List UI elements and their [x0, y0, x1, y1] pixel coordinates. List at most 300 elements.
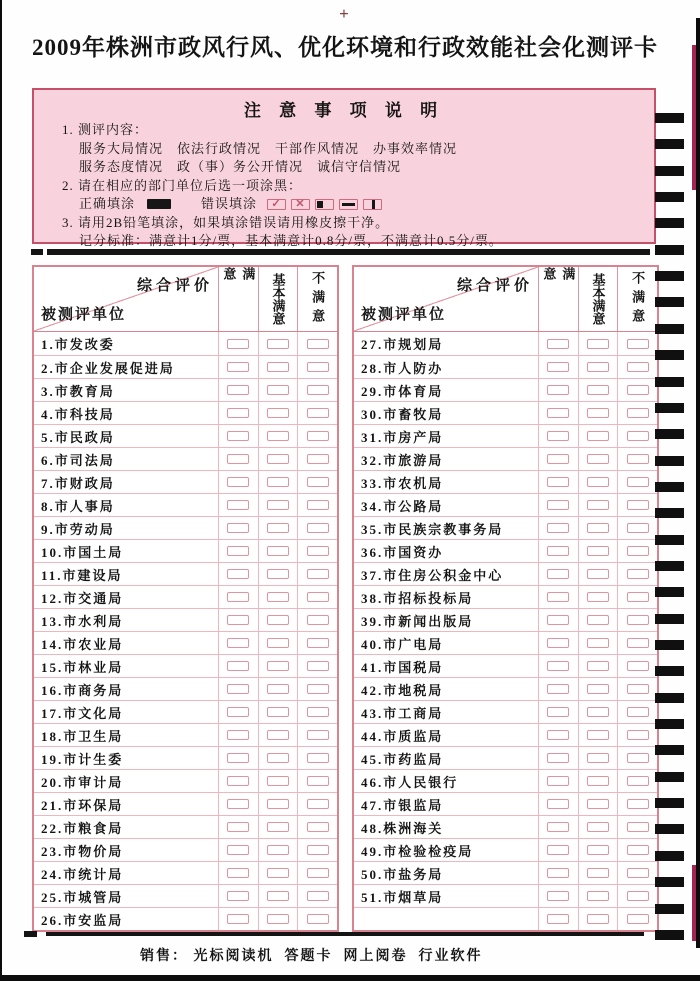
answer-bubble[interactable]	[307, 868, 329, 878]
bubble-cell-satisfied[interactable]	[218, 563, 258, 585]
answer-bubble[interactable]	[227, 776, 249, 786]
answer-bubble[interactable]	[587, 339, 609, 349]
bubble-cell-basically-satisfied[interactable]	[258, 402, 298, 424]
bubble-cell-basically-satisfied[interactable]	[258, 678, 298, 700]
bubble-cell-basically-satisfied[interactable]	[578, 517, 618, 539]
bubble-cell-basically-satisfied[interactable]	[578, 609, 618, 631]
answer-bubble[interactable]	[587, 868, 609, 878]
bubble-cell-basically-satisfied[interactable]	[578, 724, 618, 746]
bubble-cell-not-satisfied[interactable]	[297, 425, 337, 447]
answer-bubble[interactable]	[547, 431, 569, 441]
answer-bubble[interactable]	[267, 845, 289, 855]
bubble-cell-not-satisfied[interactable]	[297, 770, 337, 792]
bubble-cell-basically-satisfied[interactable]	[578, 356, 618, 378]
answer-bubble[interactable]	[267, 776, 289, 786]
bubble-cell-not-satisfied[interactable]	[297, 402, 337, 424]
bubble-cell-not-satisfied[interactable]	[297, 862, 337, 884]
bubble-cell-basically-satisfied[interactable]	[258, 425, 298, 447]
answer-bubble[interactable]	[307, 592, 329, 602]
bubble-cell-not-satisfied[interactable]	[297, 494, 337, 516]
bubble-cell-basically-satisfied[interactable]	[258, 356, 298, 378]
answer-bubble[interactable]	[307, 684, 329, 694]
bubble-cell-not-satisfied[interactable]	[297, 747, 337, 769]
bubble-cell-satisfied[interactable]	[538, 908, 578, 930]
answer-bubble[interactable]	[587, 385, 609, 395]
bubble-cell-basically-satisfied[interactable]	[578, 632, 618, 654]
answer-bubble[interactable]	[227, 891, 249, 901]
bubble-cell-satisfied[interactable]	[538, 356, 578, 378]
answer-bubble[interactable]	[267, 707, 289, 717]
bubble-cell-satisfied[interactable]	[538, 609, 578, 631]
bubble-cell-not-satisfied[interactable]	[617, 793, 657, 815]
answer-bubble[interactable]	[307, 776, 329, 786]
answer-bubble[interactable]	[627, 638, 649, 648]
answer-bubble[interactable]	[587, 684, 609, 694]
answer-bubble[interactable]	[227, 477, 249, 487]
bubble-cell-not-satisfied[interactable]	[617, 356, 657, 378]
answer-bubble[interactable]	[227, 592, 249, 602]
answer-bubble[interactable]	[547, 385, 569, 395]
answer-bubble[interactable]	[267, 546, 289, 556]
bubble-cell-not-satisfied[interactable]	[617, 379, 657, 401]
answer-bubble[interactable]	[547, 638, 569, 648]
answer-bubble[interactable]	[587, 845, 609, 855]
bubble-cell-not-satisfied[interactable]	[297, 332, 337, 355]
bubble-cell-not-satisfied[interactable]	[297, 356, 337, 378]
answer-bubble[interactable]	[627, 661, 649, 671]
answer-bubble[interactable]	[547, 868, 569, 878]
answer-bubble[interactable]	[627, 477, 649, 487]
answer-bubble[interactable]	[587, 500, 609, 510]
bubble-cell-not-satisfied[interactable]	[297, 839, 337, 861]
answer-bubble[interactable]	[627, 431, 649, 441]
answer-bubble[interactable]	[587, 546, 609, 556]
answer-bubble[interactable]	[307, 845, 329, 855]
answer-bubble[interactable]	[267, 914, 289, 924]
answer-bubble[interactable]	[547, 339, 569, 349]
bubble-cell-not-satisfied[interactable]	[617, 839, 657, 861]
bubble-cell-basically-satisfied[interactable]	[578, 402, 618, 424]
answer-bubble[interactable]	[267, 868, 289, 878]
bubble-cell-basically-satisfied[interactable]	[578, 839, 618, 861]
bubble-cell-satisfied[interactable]	[218, 724, 258, 746]
answer-bubble[interactable]	[267, 730, 289, 740]
bubble-cell-satisfied[interactable]	[538, 540, 578, 562]
answer-bubble[interactable]	[587, 707, 609, 717]
answer-bubble[interactable]	[307, 500, 329, 510]
bubble-cell-not-satisfied[interactable]	[297, 655, 337, 677]
bubble-cell-not-satisfied[interactable]	[297, 724, 337, 746]
answer-bubble[interactable]	[587, 822, 609, 832]
answer-bubble[interactable]	[267, 891, 289, 901]
bubble-cell-not-satisfied[interactable]	[617, 816, 657, 838]
answer-bubble[interactable]	[307, 799, 329, 809]
bubble-cell-not-satisfied[interactable]	[297, 632, 337, 654]
bubble-cell-satisfied[interactable]	[218, 356, 258, 378]
answer-bubble[interactable]	[227, 753, 249, 763]
answer-bubble[interactable]	[547, 569, 569, 579]
answer-bubble[interactable]	[627, 546, 649, 556]
bubble-cell-satisfied[interactable]	[218, 517, 258, 539]
answer-bubble[interactable]	[307, 546, 329, 556]
answer-bubble[interactable]	[267, 638, 289, 648]
answer-bubble[interactable]	[227, 500, 249, 510]
bubble-cell-basically-satisfied[interactable]	[258, 908, 298, 930]
answer-bubble[interactable]	[547, 730, 569, 740]
answer-bubble[interactable]	[227, 546, 249, 556]
bubble-cell-not-satisfied[interactable]	[297, 701, 337, 723]
answer-bubble[interactable]	[627, 615, 649, 625]
bubble-cell-basically-satisfied[interactable]	[578, 885, 618, 907]
answer-bubble[interactable]	[627, 592, 649, 602]
answer-bubble[interactable]	[307, 569, 329, 579]
bubble-cell-satisfied[interactable]	[218, 655, 258, 677]
bubble-cell-basically-satisfied[interactable]	[258, 609, 298, 631]
bubble-cell-satisfied[interactable]	[538, 793, 578, 815]
answer-bubble[interactable]	[307, 638, 329, 648]
bubble-cell-basically-satisfied[interactable]	[578, 908, 618, 930]
answer-bubble[interactable]	[627, 339, 649, 349]
bubble-cell-not-satisfied[interactable]	[617, 632, 657, 654]
bubble-cell-basically-satisfied[interactable]	[258, 540, 298, 562]
answer-bubble[interactable]	[307, 454, 329, 464]
answer-bubble[interactable]	[587, 753, 609, 763]
bubble-cell-satisfied[interactable]	[218, 747, 258, 769]
answer-bubble[interactable]	[627, 385, 649, 395]
bubble-cell-satisfied[interactable]	[538, 770, 578, 792]
bubble-cell-basically-satisfied[interactable]	[258, 724, 298, 746]
bubble-cell-basically-satisfied[interactable]	[578, 862, 618, 884]
answer-bubble[interactable]	[267, 569, 289, 579]
answer-bubble[interactable]	[267, 661, 289, 671]
bubble-cell-satisfied[interactable]	[218, 816, 258, 838]
bubble-cell-satisfied[interactable]	[538, 724, 578, 746]
bubble-cell-basically-satisfied[interactable]	[258, 563, 298, 585]
answer-bubble[interactable]	[227, 339, 249, 349]
bubble-cell-basically-satisfied[interactable]	[258, 471, 298, 493]
answer-bubble[interactable]	[307, 477, 329, 487]
bubble-cell-satisfied[interactable]	[538, 448, 578, 470]
answer-bubble[interactable]	[547, 546, 569, 556]
bubble-cell-not-satisfied[interactable]	[297, 885, 337, 907]
bubble-cell-satisfied[interactable]	[218, 402, 258, 424]
bubble-cell-basically-satisfied[interactable]	[578, 379, 618, 401]
bubble-cell-not-satisfied[interactable]	[297, 586, 337, 608]
answer-bubble[interactable]	[587, 408, 609, 418]
answer-bubble[interactable]	[547, 477, 569, 487]
answer-bubble[interactable]	[587, 891, 609, 901]
answer-bubble[interactable]	[627, 684, 649, 694]
bubble-cell-basically-satisfied[interactable]	[578, 563, 618, 585]
answer-bubble[interactable]	[587, 523, 609, 533]
bubble-cell-not-satisfied[interactable]	[617, 448, 657, 470]
answer-bubble[interactable]	[307, 339, 329, 349]
bubble-cell-basically-satisfied[interactable]	[258, 494, 298, 516]
answer-bubble[interactable]	[267, 822, 289, 832]
bubble-cell-satisfied[interactable]	[218, 770, 258, 792]
bubble-cell-satisfied[interactable]	[538, 425, 578, 447]
answer-bubble[interactable]	[587, 454, 609, 464]
answer-bubble[interactable]	[307, 891, 329, 901]
answer-bubble[interactable]	[587, 914, 609, 924]
answer-bubble[interactable]	[547, 661, 569, 671]
bubble-cell-not-satisfied[interactable]	[617, 332, 657, 355]
answer-bubble[interactable]	[307, 523, 329, 533]
answer-bubble[interactable]	[547, 776, 569, 786]
bubble-cell-satisfied[interactable]	[538, 885, 578, 907]
bubble-cell-not-satisfied[interactable]	[297, 471, 337, 493]
answer-bubble[interactable]	[547, 753, 569, 763]
bubble-cell-basically-satisfied[interactable]	[258, 747, 298, 769]
bubble-cell-satisfied[interactable]	[218, 908, 258, 930]
answer-bubble[interactable]	[267, 339, 289, 349]
answer-bubble[interactable]	[627, 776, 649, 786]
answer-bubble[interactable]	[547, 500, 569, 510]
answer-bubble[interactable]	[587, 730, 609, 740]
bubble-cell-satisfied[interactable]	[538, 816, 578, 838]
bubble-cell-basically-satisfied[interactable]	[578, 816, 618, 838]
answer-bubble[interactable]	[307, 707, 329, 717]
bubble-cell-satisfied[interactable]	[218, 793, 258, 815]
answer-bubble[interactable]	[227, 569, 249, 579]
bubble-cell-basically-satisfied[interactable]	[578, 655, 618, 677]
answer-bubble[interactable]	[587, 776, 609, 786]
bubble-cell-not-satisfied[interactable]	[617, 655, 657, 677]
answer-bubble[interactable]	[227, 362, 249, 372]
answer-bubble[interactable]	[307, 753, 329, 763]
bubble-cell-satisfied[interactable]	[538, 402, 578, 424]
bubble-cell-not-satisfied[interactable]	[297, 816, 337, 838]
bubble-cell-basically-satisfied[interactable]	[578, 770, 618, 792]
bubble-cell-not-satisfied[interactable]	[617, 563, 657, 585]
bubble-cell-basically-satisfied[interactable]	[258, 816, 298, 838]
answer-bubble[interactable]	[587, 592, 609, 602]
bubble-cell-basically-satisfied[interactable]	[258, 655, 298, 677]
bubble-cell-satisfied[interactable]	[218, 839, 258, 861]
answer-bubble[interactable]	[227, 845, 249, 855]
answer-bubble[interactable]	[227, 661, 249, 671]
bubble-cell-not-satisfied[interactable]	[617, 402, 657, 424]
bubble-cell-satisfied[interactable]	[538, 471, 578, 493]
bubble-cell-not-satisfied[interactable]	[297, 793, 337, 815]
answer-bubble[interactable]	[547, 845, 569, 855]
answer-bubble[interactable]	[267, 385, 289, 395]
bubble-cell-basically-satisfied[interactable]	[258, 586, 298, 608]
answer-bubble[interactable]	[227, 615, 249, 625]
bubble-cell-satisfied[interactable]	[218, 609, 258, 631]
bubble-cell-not-satisfied[interactable]	[297, 448, 337, 470]
bubble-cell-satisfied[interactable]	[538, 517, 578, 539]
bubble-cell-basically-satisfied[interactable]	[578, 332, 618, 355]
bubble-cell-not-satisfied[interactable]	[617, 908, 657, 930]
answer-bubble[interactable]	[547, 684, 569, 694]
bubble-cell-satisfied[interactable]	[218, 701, 258, 723]
answer-bubble[interactable]	[627, 822, 649, 832]
bubble-cell-not-satisfied[interactable]	[617, 471, 657, 493]
bubble-cell-satisfied[interactable]	[538, 862, 578, 884]
bubble-cell-satisfied[interactable]	[218, 448, 258, 470]
answer-bubble[interactable]	[227, 454, 249, 464]
bubble-cell-basically-satisfied[interactable]	[258, 839, 298, 861]
answer-bubble[interactable]	[227, 868, 249, 878]
bubble-cell-basically-satisfied[interactable]	[258, 517, 298, 539]
answer-bubble[interactable]	[547, 523, 569, 533]
answer-bubble[interactable]	[267, 753, 289, 763]
bubble-cell-not-satisfied[interactable]	[617, 770, 657, 792]
bubble-cell-basically-satisfied[interactable]	[258, 770, 298, 792]
bubble-cell-basically-satisfied[interactable]	[258, 793, 298, 815]
bubble-cell-not-satisfied[interactable]	[297, 908, 337, 930]
answer-bubble[interactable]	[227, 822, 249, 832]
answer-bubble[interactable]	[587, 362, 609, 372]
bubble-cell-basically-satisfied[interactable]	[258, 379, 298, 401]
answer-bubble[interactable]	[227, 914, 249, 924]
answer-bubble[interactable]	[307, 408, 329, 418]
answer-bubble[interactable]	[267, 431, 289, 441]
answer-bubble[interactable]	[227, 799, 249, 809]
bubble-cell-not-satisfied[interactable]	[297, 517, 337, 539]
bubble-cell-not-satisfied[interactable]	[297, 540, 337, 562]
bubble-cell-basically-satisfied[interactable]	[578, 678, 618, 700]
bubble-cell-not-satisfied[interactable]	[297, 609, 337, 631]
bubble-cell-basically-satisfied[interactable]	[578, 586, 618, 608]
bubble-cell-satisfied[interactable]	[218, 425, 258, 447]
bubble-cell-satisfied[interactable]	[538, 632, 578, 654]
bubble-cell-satisfied[interactable]	[218, 862, 258, 884]
answer-bubble[interactable]	[547, 914, 569, 924]
bubble-cell-basically-satisfied[interactable]	[258, 862, 298, 884]
answer-bubble[interactable]	[227, 707, 249, 717]
answer-bubble[interactable]	[267, 454, 289, 464]
answer-bubble[interactable]	[547, 799, 569, 809]
answer-bubble[interactable]	[627, 914, 649, 924]
bubble-cell-satisfied[interactable]	[538, 678, 578, 700]
answer-bubble[interactable]	[267, 615, 289, 625]
bubble-cell-not-satisfied[interactable]	[617, 885, 657, 907]
answer-bubble[interactable]	[587, 799, 609, 809]
answer-bubble[interactable]	[627, 362, 649, 372]
answer-bubble[interactable]	[547, 454, 569, 464]
answer-bubble[interactable]	[227, 638, 249, 648]
answer-bubble[interactable]	[547, 592, 569, 602]
answer-bubble[interactable]	[627, 500, 649, 510]
answer-bubble[interactable]	[227, 408, 249, 418]
answer-bubble[interactable]	[587, 431, 609, 441]
bubble-cell-not-satisfied[interactable]	[617, 724, 657, 746]
answer-bubble[interactable]	[587, 615, 609, 625]
answer-bubble[interactable]	[627, 707, 649, 717]
bubble-cell-not-satisfied[interactable]	[297, 563, 337, 585]
answer-bubble[interactable]	[267, 500, 289, 510]
answer-bubble[interactable]	[587, 477, 609, 487]
bubble-cell-satisfied[interactable]	[218, 494, 258, 516]
answer-bubble[interactable]	[227, 730, 249, 740]
bubble-cell-basically-satisfied[interactable]	[578, 448, 618, 470]
answer-bubble[interactable]	[627, 569, 649, 579]
bubble-cell-not-satisfied[interactable]	[617, 678, 657, 700]
bubble-cell-satisfied[interactable]	[538, 701, 578, 723]
answer-bubble[interactable]	[307, 431, 329, 441]
answer-bubble[interactable]	[227, 385, 249, 395]
bubble-cell-not-satisfied[interactable]	[297, 379, 337, 401]
bubble-cell-not-satisfied[interactable]	[617, 586, 657, 608]
bubble-cell-satisfied[interactable]	[538, 494, 578, 516]
bubble-cell-satisfied[interactable]	[218, 586, 258, 608]
answer-bubble[interactable]	[307, 615, 329, 625]
answer-bubble[interactable]	[307, 822, 329, 832]
answer-bubble[interactable]	[627, 891, 649, 901]
answer-bubble[interactable]	[267, 592, 289, 602]
bubble-cell-satisfied[interactable]	[218, 885, 258, 907]
bubble-cell-satisfied[interactable]	[538, 563, 578, 585]
bubble-cell-basically-satisfied[interactable]	[258, 448, 298, 470]
bubble-cell-basically-satisfied[interactable]	[578, 494, 618, 516]
bubble-cell-not-satisfied[interactable]	[617, 540, 657, 562]
answer-bubble[interactable]	[307, 661, 329, 671]
answer-bubble[interactable]	[627, 753, 649, 763]
bubble-cell-not-satisfied[interactable]	[617, 701, 657, 723]
answer-bubble[interactable]	[547, 891, 569, 901]
answer-bubble[interactable]	[547, 707, 569, 717]
answer-bubble[interactable]	[267, 799, 289, 809]
bubble-cell-satisfied[interactable]	[538, 655, 578, 677]
answer-bubble[interactable]	[227, 684, 249, 694]
bubble-cell-satisfied[interactable]	[538, 839, 578, 861]
bubble-cell-basically-satisfied[interactable]	[258, 332, 298, 355]
answer-bubble[interactable]	[547, 615, 569, 625]
answer-bubble[interactable]	[307, 385, 329, 395]
bubble-cell-satisfied[interactable]	[538, 379, 578, 401]
answer-bubble[interactable]	[307, 730, 329, 740]
bubble-cell-satisfied[interactable]	[538, 332, 578, 355]
answer-bubble[interactable]	[587, 661, 609, 671]
bubble-cell-satisfied[interactable]	[538, 747, 578, 769]
bubble-cell-satisfied[interactable]	[218, 379, 258, 401]
bubble-cell-basically-satisfied[interactable]	[258, 885, 298, 907]
answer-bubble[interactable]	[547, 408, 569, 418]
bubble-cell-not-satisfied[interactable]	[617, 747, 657, 769]
answer-bubble[interactable]	[267, 477, 289, 487]
bubble-cell-not-satisfied[interactable]	[617, 862, 657, 884]
answer-bubble[interactable]	[267, 523, 289, 533]
bubble-cell-basically-satisfied[interactable]	[578, 425, 618, 447]
bubble-cell-satisfied[interactable]	[538, 586, 578, 608]
bubble-cell-satisfied[interactable]	[218, 540, 258, 562]
bubble-cell-satisfied[interactable]	[218, 332, 258, 355]
answer-bubble[interactable]	[227, 431, 249, 441]
answer-bubble[interactable]	[627, 523, 649, 533]
bubble-cell-basically-satisfied[interactable]	[578, 701, 618, 723]
answer-bubble[interactable]	[627, 868, 649, 878]
answer-bubble[interactable]	[267, 408, 289, 418]
answer-bubble[interactable]	[627, 408, 649, 418]
answer-bubble[interactable]	[267, 362, 289, 372]
bubble-cell-basically-satisfied[interactable]	[578, 471, 618, 493]
answer-bubble[interactable]	[627, 730, 649, 740]
answer-bubble[interactable]	[627, 845, 649, 855]
bubble-cell-not-satisfied[interactable]	[297, 678, 337, 700]
bubble-cell-basically-satisfied[interactable]	[258, 632, 298, 654]
answer-bubble[interactable]	[547, 822, 569, 832]
bubble-cell-satisfied[interactable]	[218, 678, 258, 700]
answer-bubble[interactable]	[307, 914, 329, 924]
answer-bubble[interactable]	[547, 362, 569, 372]
bubble-cell-not-satisfied[interactable]	[617, 609, 657, 631]
bubble-cell-not-satisfied[interactable]	[617, 517, 657, 539]
bubble-cell-not-satisfied[interactable]	[617, 494, 657, 516]
answer-bubble[interactable]	[627, 799, 649, 809]
bubble-cell-basically-satisfied[interactable]	[578, 540, 618, 562]
